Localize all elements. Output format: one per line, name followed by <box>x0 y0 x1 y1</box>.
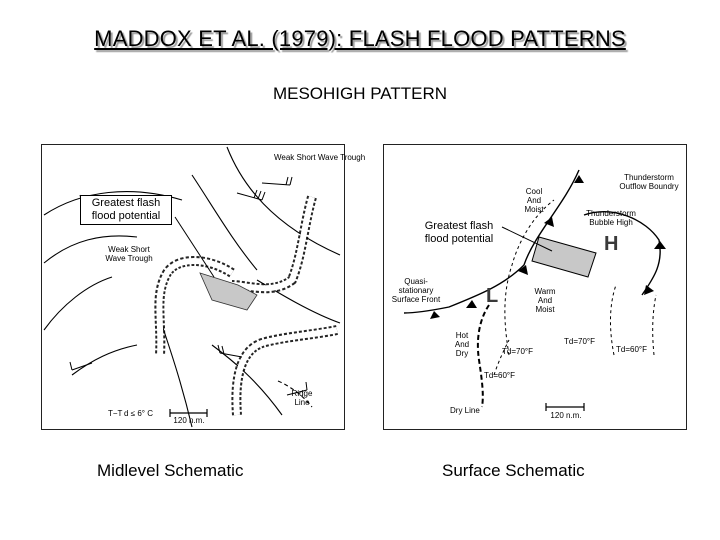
height-contour <box>192 175 257 270</box>
label-td-60-a: Td=60°F <box>616 345 647 354</box>
label-weak-short-wave-trough-top: Weak Short Wave Trough <box>274 153 366 162</box>
callout-greatest-flash-flood-right: Greatest flash flood potential <box>424 220 494 245</box>
wind-barb <box>237 190 265 200</box>
height-contour <box>162 325 192 427</box>
flash-flood-area <box>200 273 257 310</box>
height-contour <box>227 147 340 255</box>
low-pressure-symbol: L <box>486 285 499 307</box>
front-triangle <box>466 300 477 308</box>
label-moisture-criterion: T−T d ≤ 6° C <box>108 409 153 418</box>
label-scale: 120 n.m. <box>173 416 205 425</box>
label-dry-line: Dry Line <box>450 406 480 415</box>
height-contour <box>72 345 137 375</box>
slide-title: MADDOX ET AL. (1979): FLASH FLOOD PATTERNS <box>94 26 626 51</box>
caption-midlevel: Midlevel Schematic <box>97 461 244 480</box>
label-outflow-boundary: Thunderstorm Outflow Boundry <box>619 173 679 191</box>
flash-flood-area <box>532 237 596 277</box>
label-td-70-a: Td=70°F <box>502 347 533 356</box>
callout-greatest-flash-flood-left: Greatest flash flood potential <box>80 195 172 225</box>
label-warm-and-moist: Warm And Moist <box>534 287 556 314</box>
surface-schematic-panel <box>383 144 687 430</box>
wind-barb <box>218 345 242 357</box>
label-cool-and-moist: Cool And Moist <box>524 187 544 214</box>
front-triangle <box>430 311 440 319</box>
isodrosotherm <box>653 295 656 355</box>
front-triangle <box>654 241 666 249</box>
midlevel-schematic-drawing <box>42 145 366 429</box>
pattern-subtitle: MESOHIGH PATTERN <box>272 84 448 103</box>
label-td-70-b: Td=70°F <box>564 337 595 346</box>
label-hot-and-dry: Hot And Dry <box>454 331 470 358</box>
dry-line <box>478 305 489 407</box>
moist-band <box>159 261 232 355</box>
height-contour <box>44 277 112 330</box>
label-quasi-stationary-front: Quasi-stationary Surface Front <box>391 277 441 304</box>
isodrosotherm <box>494 340 509 375</box>
label-weak-short-wave-trough-left: Weak Short Wave Trough <box>105 245 153 263</box>
label-td-60-b: Td=60°F <box>484 371 515 380</box>
midlevel-schematic-panel <box>41 144 366 430</box>
front-triangle <box>644 285 654 295</box>
label-ridge-line: Ridge Line <box>291 389 313 407</box>
wind-barb <box>262 177 292 185</box>
label-scale: 120 n.m. <box>550 411 582 420</box>
high-pressure-symbol: H <box>604 233 619 255</box>
label-bubble-high: Thunderstorm Bubble High <box>586 209 636 227</box>
caption-surface: Surface Schematic <box>442 461 585 480</box>
